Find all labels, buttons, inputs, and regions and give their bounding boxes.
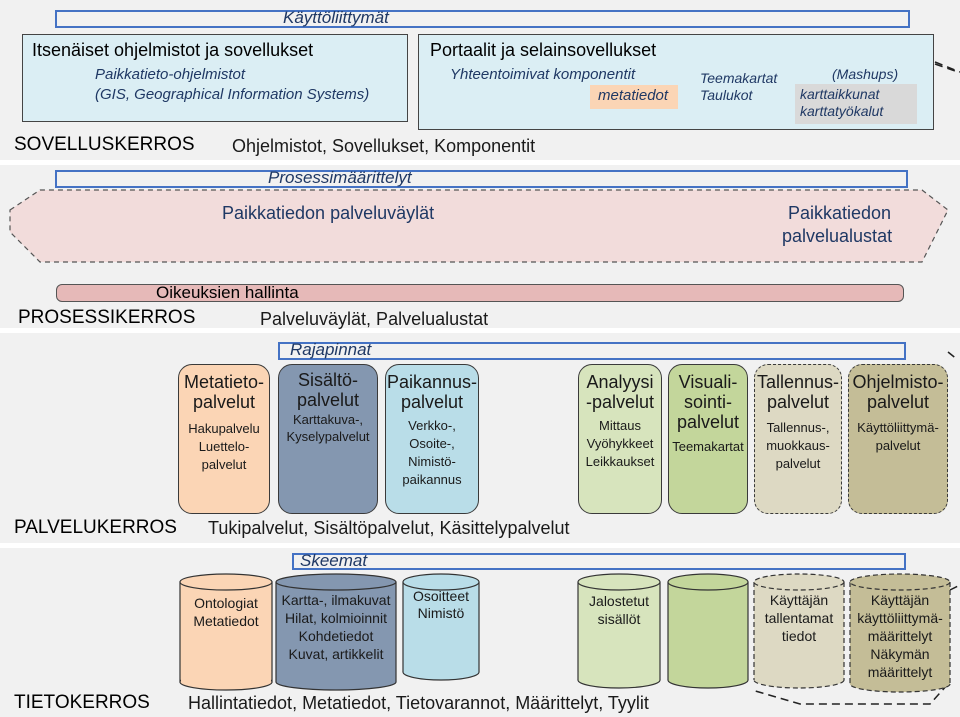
ds-userui-5: määrittelyt — [867, 664, 933, 680]
arrow-left-label: Paikkatiedon palveluväylät — [222, 203, 435, 223]
application-layer-name: SOVELLUSKERROS — [14, 134, 195, 155]
svc-analysis-t1: Analyysi — [586, 372, 654, 392]
interfaces-label: Rajapinnat — [290, 340, 372, 359]
ds-refined-1: Jalostetut — [589, 593, 649, 609]
ds-content-1: Kartta-, ilmakuvat — [281, 592, 391, 608]
ds-userstored-1: Käyttäjän — [769, 592, 829, 608]
svc-positioning-s3: Nimistö- — [408, 454, 456, 469]
cylinder-refined — [578, 574, 660, 688]
svc-visual-t2: sointi- — [683, 392, 732, 412]
ds-ontology-2: Metatiedot — [193, 613, 259, 629]
themes-line2: Taulukot — [700, 87, 753, 103]
schemas-label: Skeemat — [300, 551, 368, 570]
svc-content-s2: Kyselypalvelut — [286, 429, 370, 444]
service-layer-caption: Tukipalvelut, Sisältöpalvelut, Käsittelypalvelut — [208, 518, 570, 538]
application-layer-caption: Ohjelmistot, Sovellukset, Komponentit — [232, 136, 536, 156]
ds-addresses-2: Nimistö — [417, 605, 465, 621]
svc-positioning-t1: Paikannus- — [386, 372, 478, 392]
svc-software-s1: Käyttöliittymä- — [857, 420, 939, 435]
svc-metadata-s2: Luettelo- — [198, 439, 250, 454]
data-layer-caption: Hallintatiedot, Metatiedot, Tietovarannot, Määrittelyt, Tyylit — [188, 693, 649, 713]
svc-analysis-s3: Leikkaukset — [585, 454, 655, 469]
ds-content-4: Kuvat, artikkelit — [288, 646, 384, 662]
svc-metadata-t2: palvelut — [192, 392, 256, 412]
ds-refined-2: sisällöt — [597, 611, 641, 627]
svc-storage-s1: Tallennus-, — [766, 420, 830, 435]
svc-analysis-s1: Mittaus — [599, 418, 641, 433]
svc-visual-t3: palvelut — [676, 412, 740, 432]
svc-storage-t2: palvelut — [766, 392, 830, 412]
svc-content-t2: palvelut — [296, 390, 360, 410]
svc-storage-s2: muokkaus- — [766, 438, 830, 453]
ds-userui-1: Käyttäjän — [870, 592, 930, 608]
mashups-line1: (Mashups) — [832, 66, 899, 82]
process-layer-name: PROSESSIKERROS — [18, 307, 196, 328]
svc-storage-s3: palvelut — [775, 456, 821, 471]
svc-storage-t1: Tallennus- — [756, 372, 840, 392]
cylinder-visual — [668, 574, 748, 688]
svc-software-t1: Ohjelmisto- — [852, 372, 944, 392]
ds-userstored-2: tallentamat — [764, 610, 834, 626]
ds-userui-3: määrittelyt — [867, 628, 933, 644]
arrow-right-label-2: palvelualustat — [782, 226, 893, 246]
ui-bar-label: Käyttöliittymät — [283, 8, 389, 27]
ds-content-2: Hilat, kolmioinnit — [285, 610, 387, 626]
svc-visual-t1: Visuali- — [678, 372, 738, 392]
svc-software-s2: palvelut — [875, 438, 921, 453]
svc-positioning-s1: Verkko-, — [408, 418, 456, 433]
ds-ontology-1: Ontologiat — [194, 595, 258, 611]
mashups-line3: karttatyökalut — [800, 103, 884, 119]
svc-content-s1: Karttakuva-, — [292, 412, 364, 427]
ds-addresses-1: Osoitteet — [412, 588, 470, 604]
svc-software-t2: palvelut — [866, 392, 930, 412]
ds-userui-4: Näkymän — [870, 646, 930, 662]
svc-analysis-s2: Vyöhykkeet — [586, 436, 654, 451]
svc-positioning-s2: Osoite-, — [409, 436, 455, 451]
svc-positioning-s4: paikannus — [402, 472, 462, 487]
svc-metadata-s3: palvelut — [201, 457, 247, 472]
themes-line1: Teemakartat — [700, 70, 778, 86]
metadata-tag: metatiedot — [590, 85, 678, 109]
svc-analysis-t2: -palvelut — [585, 392, 655, 412]
svc-metadata-t1: Metatieto- — [183, 372, 265, 392]
ds-content-3: Kohdetiedot — [298, 628, 374, 644]
arrow-right-label-1: Paikkatiedon — [788, 203, 892, 223]
standalone-title: Itsenäiset ohjelmistot ja sovellukset — [32, 40, 314, 60]
svc-metadata-s1: Hakupalvelu — [188, 421, 260, 436]
data-layer-name: TIETOKERROS — [14, 692, 150, 713]
svc-positioning-t2: palvelut — [400, 392, 464, 412]
standalone-line2: (GIS, Geographical Information Systems) — [95, 86, 370, 103]
mashups-line2: karttaikkunat — [800, 86, 880, 102]
svc-content-t1: Sisältö- — [297, 370, 359, 390]
service-layer-name: PALVELUKERROS — [14, 517, 177, 538]
cylinder-ontology — [180, 574, 272, 690]
rights-label: Oikeuksien hallinta — [156, 283, 299, 302]
ds-userstored-3: tiedot — [781, 628, 817, 644]
process-layer-caption: Palveluväylät, Palvelualustat — [260, 309, 489, 329]
process-definitions-label: Prosessimäärittelyt — [268, 168, 412, 187]
portals-sub: Yhteentoimivat komponentit — [450, 66, 636, 83]
portals-title: Portaalit ja selainsovellukset — [430, 40, 657, 60]
standalone-line1: Paikkatieto-ohjelmistot — [95, 66, 246, 83]
ds-userui-2: käyttöliittymä- — [857, 610, 943, 626]
svc-visual-s1: Teemakartat — [672, 439, 744, 454]
